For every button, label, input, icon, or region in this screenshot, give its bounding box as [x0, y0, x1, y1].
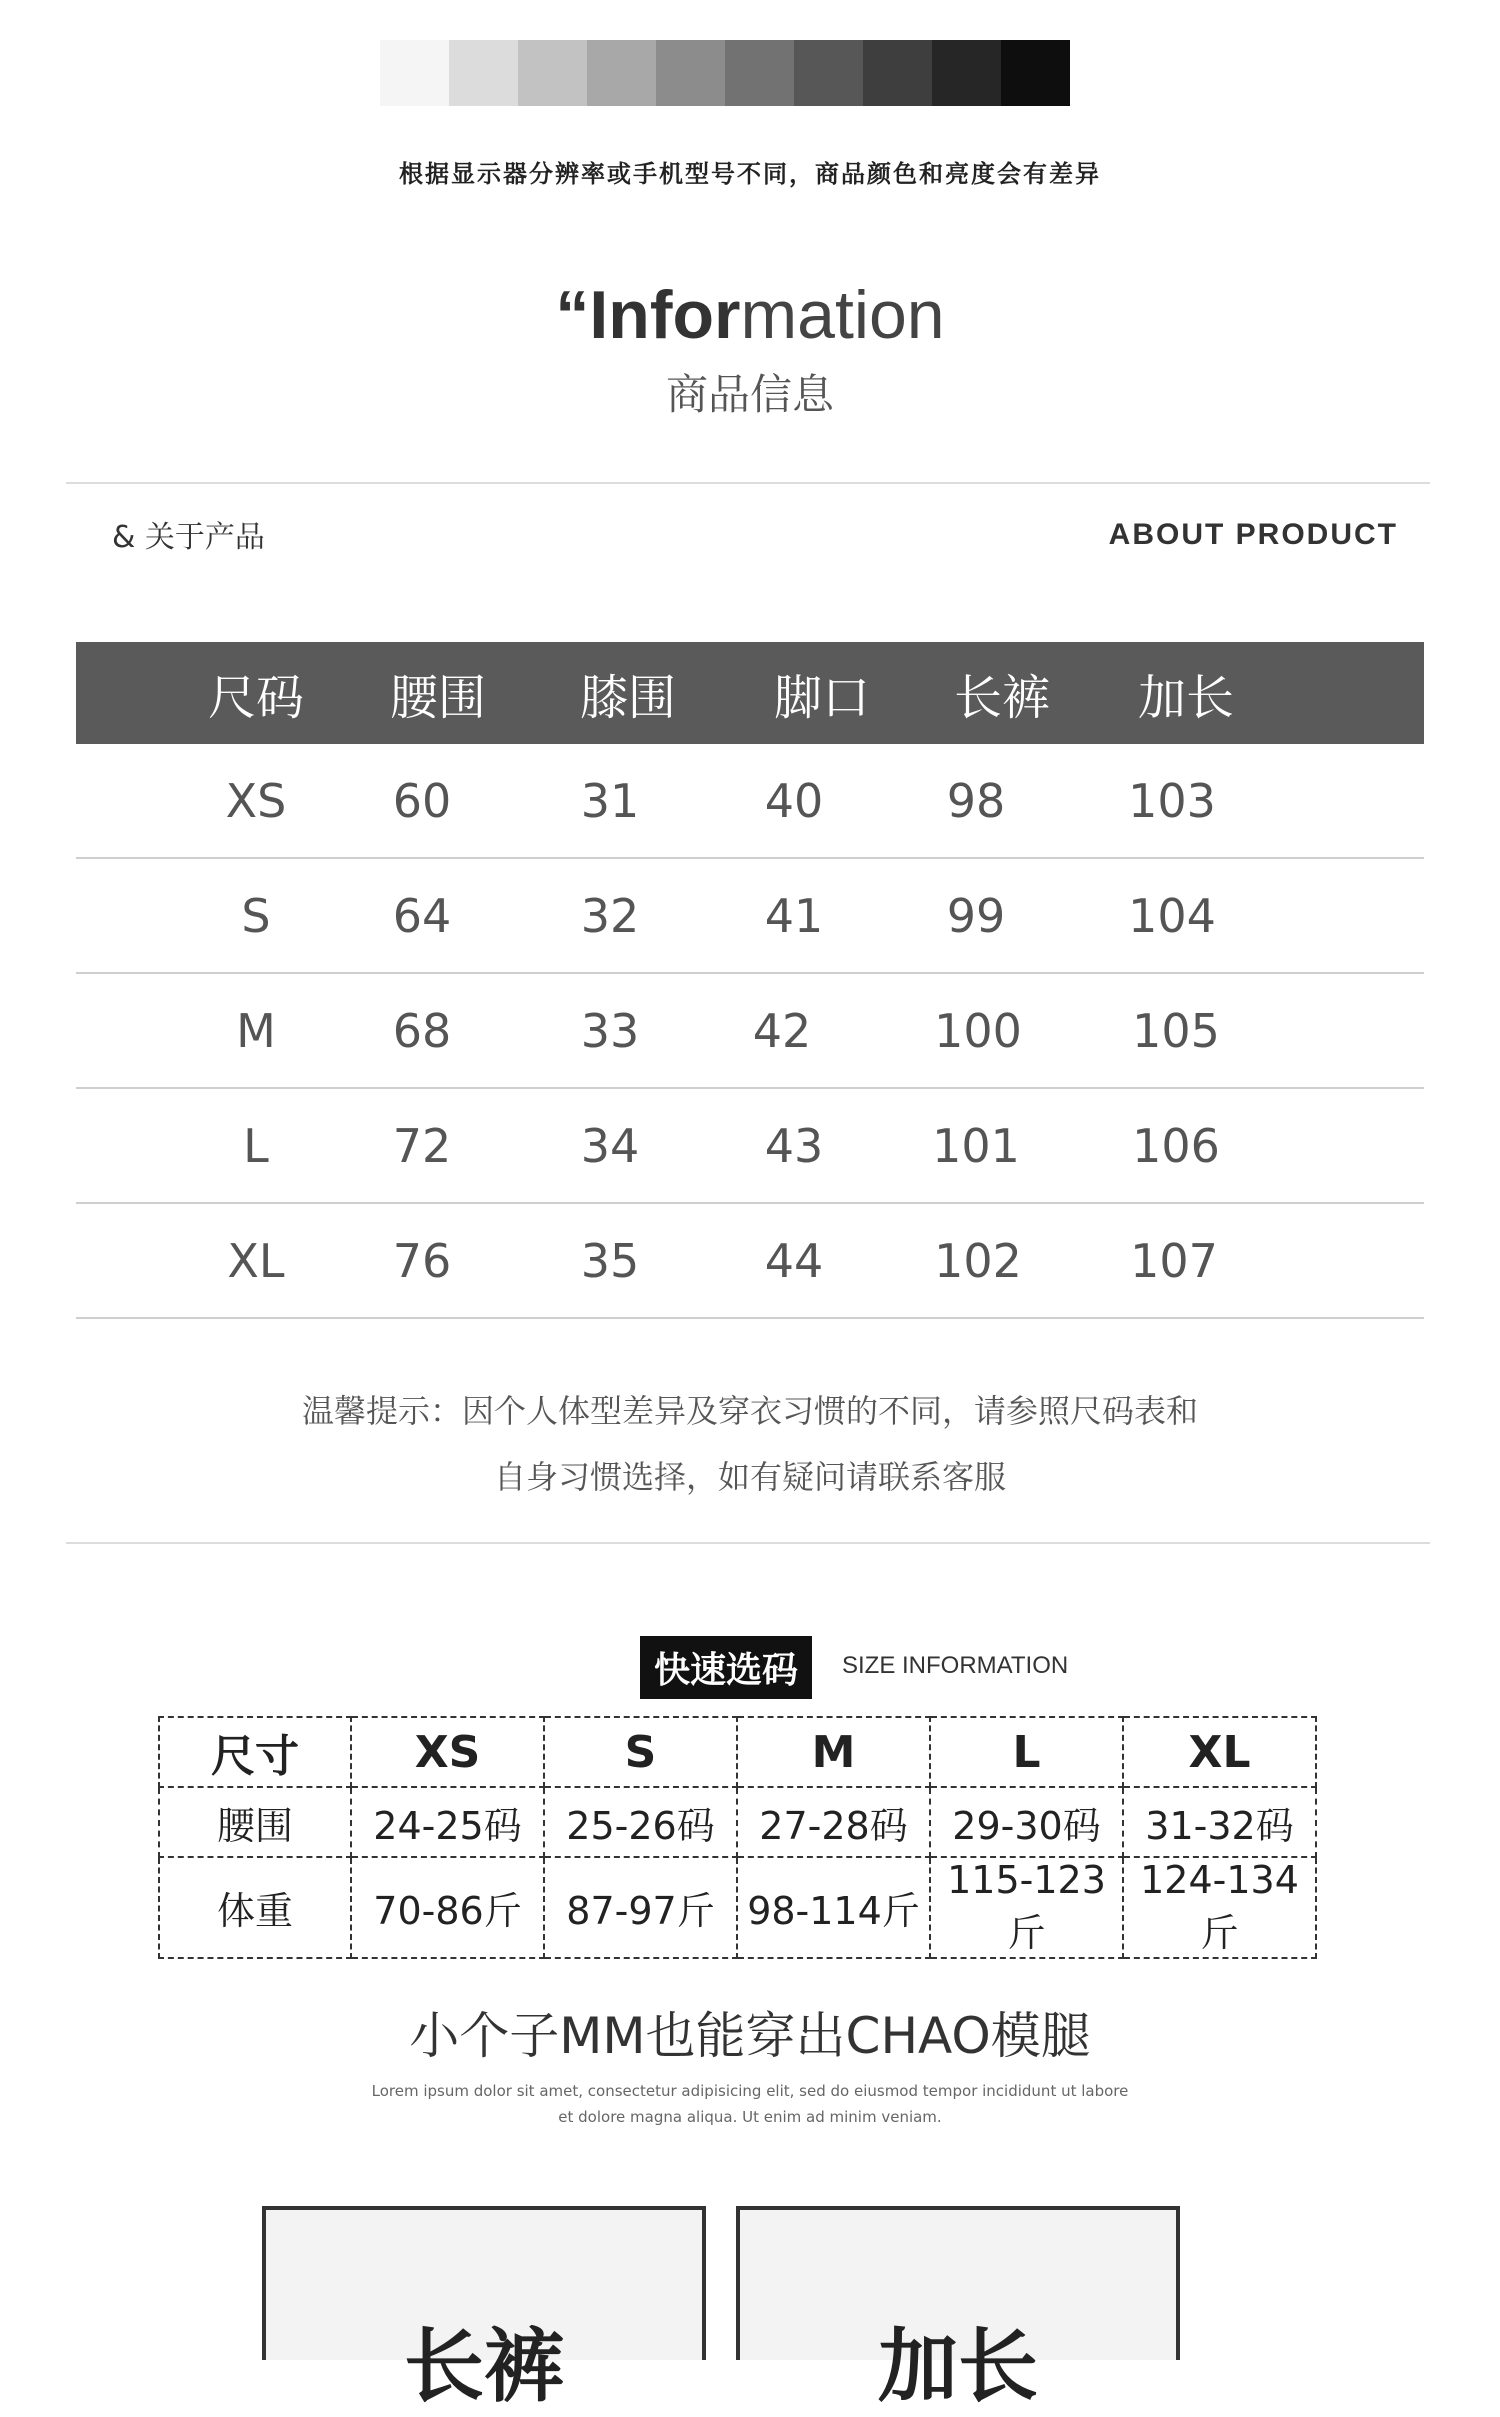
- table-cell: 29-30码: [930, 1787, 1123, 1857]
- table-cell: 33: [580, 1003, 640, 1058]
- table-row: [76, 859, 1424, 974]
- table-row: [76, 1089, 1424, 1204]
- table-cell: 44: [764, 1233, 824, 1288]
- table-cell: 124-134斤: [1123, 1857, 1316, 1958]
- swatch: [656, 40, 725, 106]
- table-cell: 35: [580, 1233, 640, 1288]
- table-cell: 27-28码: [737, 1787, 930, 1857]
- quick-select-tag: 快速选码: [640, 1636, 812, 1699]
- table-cell: M: [236, 1003, 276, 1058]
- size-information-label: SIZE INFORMATION: [842, 1652, 1069, 1679]
- quick-select-table: [158, 1716, 1317, 1959]
- table-cell: 106: [1132, 1118, 1220, 1173]
- extended-length-card[interactable]: [736, 2206, 1180, 2413]
- color-gradient-strip: [380, 40, 1070, 106]
- card-label: 长裤: [404, 2320, 564, 2413]
- swatch: [518, 40, 587, 106]
- table-cell: 腰围: [159, 1787, 351, 1857]
- table-cell: 43: [764, 1118, 824, 1173]
- information-title: [0, 276, 1500, 354]
- swatch: [449, 40, 518, 106]
- table-cell: 64: [392, 888, 452, 943]
- about-product-label-cn: & 关于产品: [112, 520, 265, 555]
- table-cell: L: [930, 1717, 1123, 1787]
- table-cell: 尺寸: [159, 1717, 351, 1787]
- divider: [66, 482, 1430, 484]
- table-cell: 107: [1130, 1233, 1218, 1288]
- header-cell: 长裤: [953, 669, 1050, 726]
- table-cell: 104: [1128, 888, 1216, 943]
- table-row: [76, 1204, 1424, 1319]
- header-cell: 膝围: [579, 669, 676, 726]
- slogan: 小个子MM也能穿出CHAO模腿: [409, 2007, 1091, 2065]
- swatch: [380, 40, 449, 106]
- swatch: [587, 40, 656, 106]
- table-cell: 103: [1128, 773, 1216, 828]
- title-bold-part: Infor: [589, 277, 741, 353]
- table-row: [76, 974, 1424, 1089]
- header-cell: 尺码: [207, 669, 304, 726]
- table-cell: 25-26码: [544, 1787, 737, 1857]
- table-cell: 40: [764, 773, 824, 828]
- title-light-part: mation: [740, 277, 945, 353]
- swatch: [863, 40, 932, 106]
- table-cell: 98: [946, 773, 1006, 828]
- table-cell: 102: [934, 1233, 1022, 1288]
- table-cell: 70-86斤: [351, 1857, 544, 1958]
- table-row: [159, 1787, 1316, 1857]
- swatch: [1001, 40, 1070, 106]
- table-cell: S: [544, 1717, 737, 1787]
- information-subtitle: 商品信息: [665, 370, 834, 419]
- lorem-line-1: Lorem ipsum dolor sit amet, consectetur adipisicing elit, sed do eiusmod tempor incididunt ut labore: [371, 2082, 1129, 2100]
- table-cell: 76: [392, 1233, 452, 1288]
- table-cell: 105: [1132, 1003, 1220, 1058]
- table-cell: XL: [1123, 1717, 1316, 1787]
- table-cell: 100: [934, 1003, 1022, 1058]
- table-cell: 68: [392, 1003, 452, 1058]
- table-cell: 115-123斤: [930, 1857, 1123, 1958]
- table-cell: 32: [580, 888, 640, 943]
- size-table: [76, 642, 1424, 1319]
- table-cell: S: [241, 888, 271, 943]
- divider: [66, 1542, 1430, 1544]
- tip-line-2: 自身习惯选择，如有疑问请联系客服: [493, 1458, 1006, 1496]
- title-quote: “: [555, 277, 590, 353]
- table-cell: 42: [752, 1003, 812, 1058]
- table-cell: 体重: [159, 1857, 351, 1958]
- swatch: [794, 40, 863, 106]
- tip-line-1: 温馨提示：因个人体型差异及穿衣习惯的不同，请参照尺码表和: [301, 1392, 1198, 1430]
- table-row: [159, 1717, 1316, 1787]
- table-row: [76, 744, 1424, 859]
- table-cell: M: [737, 1717, 930, 1787]
- table-cell: 98-114斤: [737, 1857, 930, 1958]
- card-label: 加长: [878, 2320, 1038, 2413]
- table-cell: 60: [392, 773, 452, 828]
- about-product-label-en: ABOUT PRODUCT: [1108, 518, 1398, 551]
- table-cell: 101: [932, 1118, 1020, 1173]
- table-cell: 99: [946, 888, 1006, 943]
- table-cell: XS: [225, 773, 287, 828]
- table-cell: 72: [392, 1118, 452, 1173]
- size-table-header: [76, 642, 1424, 744]
- header-cell: 脚口: [773, 669, 870, 726]
- header-cell: 加长: [1137, 669, 1234, 726]
- table-cell: 31-32码: [1123, 1787, 1316, 1857]
- table-cell: 34: [580, 1118, 640, 1173]
- table-cell: 24-25码: [351, 1787, 544, 1857]
- table-row: [159, 1857, 1316, 1958]
- table-cell: 31: [580, 773, 640, 828]
- color-disclaimer: 根据显示器分辨率或手机型号不同，商品颜色和亮度会有差异: [399, 160, 1101, 188]
- table-cell: XS: [351, 1717, 544, 1787]
- swatch: [725, 40, 794, 106]
- table-cell: XL: [227, 1233, 285, 1288]
- table-cell: L: [243, 1118, 269, 1173]
- header-cell: 腰围: [389, 669, 486, 726]
- table-cell: 41: [764, 888, 824, 943]
- table-cell: 87-97斤: [544, 1857, 737, 1958]
- lorem-line-2: et dolore magna aliqua. Ut enim ad minim veniam.: [558, 2108, 942, 2126]
- swatch: [932, 40, 1001, 106]
- pants-length-card[interactable]: [262, 2206, 706, 2413]
